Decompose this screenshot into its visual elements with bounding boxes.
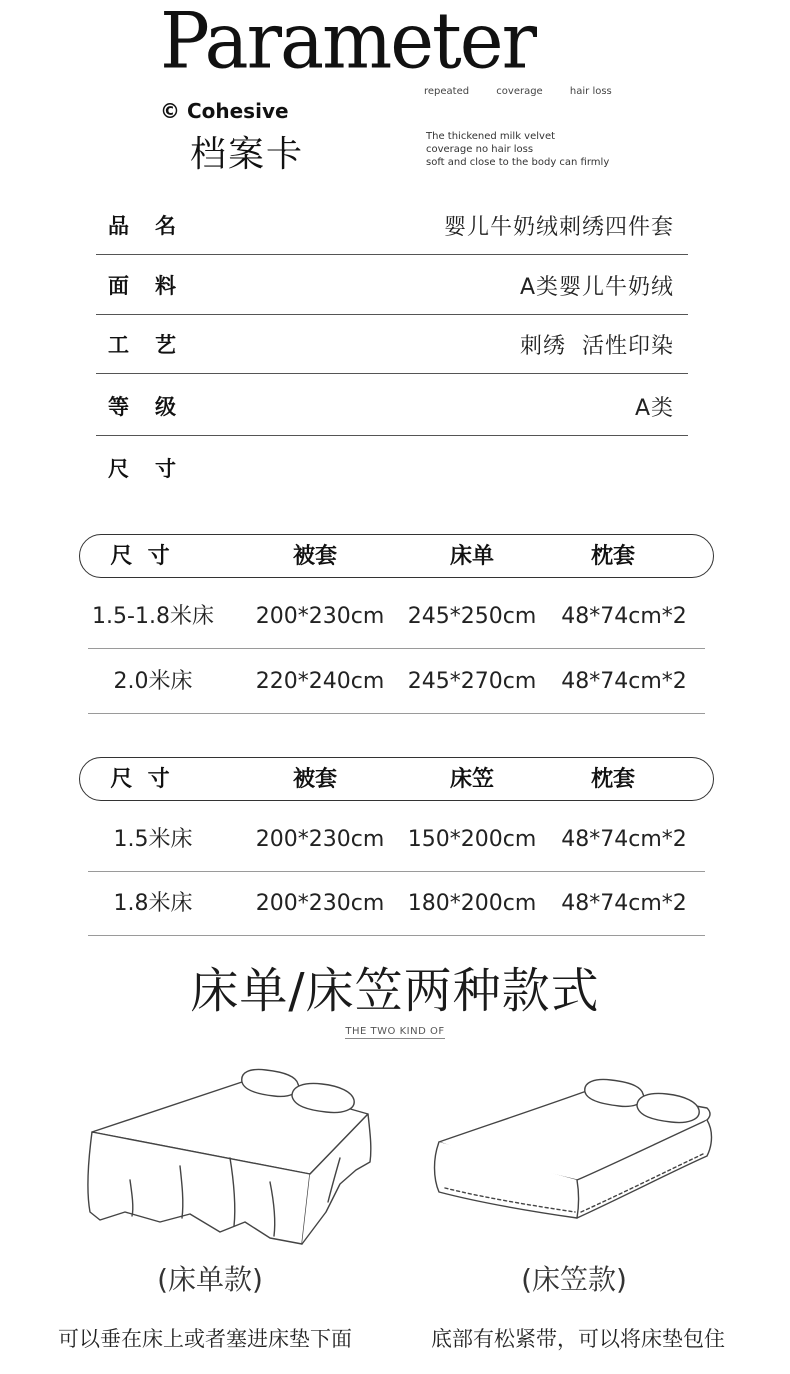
blurb-line: soft and close to the body can firmly: [426, 157, 610, 168]
page-title: Parameter: [160, 0, 535, 87]
table1-header: [79, 534, 714, 578]
table-cell: 200*230cm: [255, 827, 385, 852]
flat-sheet-bed-icon: [70, 1062, 390, 1252]
spec-row-craft: [96, 315, 688, 374]
fitted-sheet-desc: 底部有松紧带，可以将床垫包住: [431, 1327, 725, 1351]
spec-row-name: [96, 196, 688, 255]
styles-subtitle-text: THE TWO KIND OF: [345, 1026, 445, 1037]
spec-label: 等级: [108, 395, 202, 419]
spec-label: 尺寸: [108, 456, 202, 481]
blurb-line: The thickened milk velvet: [426, 131, 556, 142]
table-cell: 2.0米床: [113, 669, 193, 694]
tag: hair loss: [569, 86, 612, 97]
table2-header-duvet: 被套: [292, 767, 337, 792]
table-row: [88, 808, 705, 872]
styles-title: 床单/床笠两种款式: [190, 963, 600, 1019]
table-row: [88, 650, 705, 714]
spec-label: 工艺: [108, 333, 202, 357]
table-row: [88, 585, 705, 649]
table2-header-size: 尺 寸: [110, 767, 170, 792]
spec-row-grade: [96, 377, 688, 436]
table2-header-fitted: 床笠: [449, 767, 494, 792]
table-cell: 150*200cm: [407, 827, 537, 852]
table1-header-pillowcase: 枕套: [590, 544, 635, 569]
tag: coverage: [496, 86, 543, 97]
spec-label: 面料: [108, 274, 202, 298]
spec-label: 品名: [108, 214, 202, 238]
blurb-line: coverage no hair loss: [426, 144, 534, 155]
styles-subtitle: [0, 1026, 790, 1037]
table-cell: 1.5-1.8米床: [92, 604, 214, 629]
table2-header-pillowcase: 枕套: [590, 767, 635, 792]
fitted-sheet-bed-icon: [425, 1068, 725, 1238]
table-cell: 1.5米床: [113, 827, 193, 852]
table-cell: 245*270cm: [407, 669, 537, 694]
spec-value: A类: [634, 395, 674, 421]
spec-value: 刺绣 活性印染: [520, 333, 674, 359]
flat-sheet-label: (床单款): [157, 1263, 263, 1296]
tag: repeated: [424, 86, 470, 97]
table-cell: 1.8米床: [113, 891, 193, 916]
brand-name: © Cohesive: [160, 99, 289, 123]
flat-sheet-desc: 可以垂在床上或者塞进床垫下面: [58, 1327, 352, 1351]
table-cell: 48*74cm*2: [561, 604, 687, 629]
table-cell: 48*74cm*2: [561, 827, 687, 852]
spec-row-fabric: [96, 256, 688, 315]
product-blurb: [426, 130, 609, 169]
table-cell: 220*240cm: [255, 669, 385, 694]
spec-row-size: [96, 438, 688, 497]
table1-header-size: 尺 寸: [110, 544, 170, 569]
table-cell: 200*230cm: [255, 604, 385, 629]
spec-value: 婴儿牛奶绒刺绣四件套: [443, 214, 674, 240]
table-cell: 200*230cm: [255, 891, 385, 916]
fitted-sheet-label: (床笠款): [521, 1263, 627, 1296]
table-cell: 180*200cm: [407, 891, 537, 916]
table-cell: 245*250cm: [407, 604, 537, 629]
table-row: [88, 872, 705, 936]
table1-header-sheet: 床单: [449, 544, 494, 569]
table2-header: [79, 757, 714, 801]
table-cell: 48*74cm*2: [561, 891, 687, 916]
spec-value: A类婴儿牛奶绒: [519, 274, 674, 300]
table1-header-duvet: 被套: [292, 544, 337, 569]
title-tags: [424, 86, 636, 97]
table-cell: 48*74cm*2: [561, 669, 687, 694]
card-title: 档案卡: [190, 134, 305, 175]
